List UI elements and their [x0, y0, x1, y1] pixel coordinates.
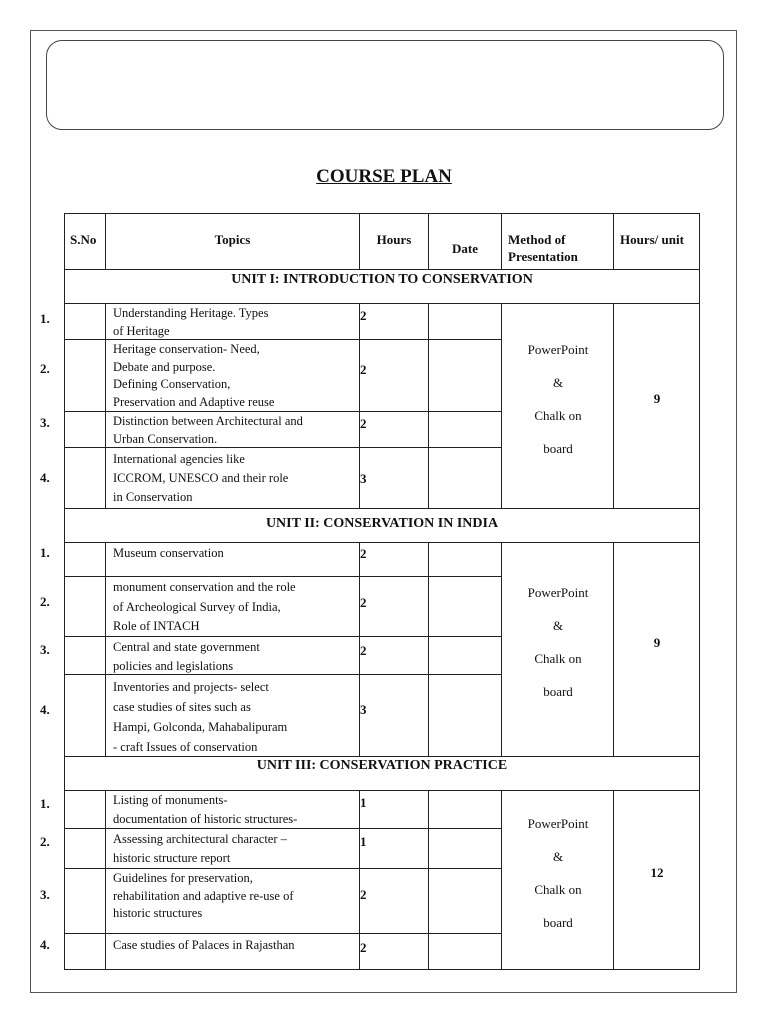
row-topic: Inventories and projects- select case studies of sites such as Hampi, Golconda, Mahabalipuram - craft Issues of conservation [113, 680, 288, 754]
row-hours: 1 [360, 834, 367, 849]
row-sno: 4. [40, 470, 50, 485]
row-sno: 3. [40, 642, 50, 657]
row-hours: 2 [360, 308, 367, 323]
header-box [46, 40, 724, 130]
row-topic: Central and state government policies and legislations [113, 640, 260, 673]
row-hours: 2 [360, 362, 367, 377]
row-topic: Assessing architectural character – historic structure report [113, 832, 287, 865]
row-hours: 2 [360, 416, 367, 431]
unit-heading: UNIT I: INTRODUCTION TO CONSERVATION [231, 272, 533, 287]
row-hours: 2 [360, 887, 367, 902]
method-line: PowerPoint [527, 816, 589, 831]
method-line: Chalk on [534, 651, 582, 666]
row-topic: Case studies of Palaces in Rajasthan [113, 938, 295, 952]
method-line: PowerPoint [527, 342, 589, 357]
method-line: board [543, 684, 573, 699]
header-sno: S.No [70, 232, 97, 247]
method-line: & [552, 375, 564, 390]
header-hours-unit: Hours/ unit [620, 232, 684, 247]
row-sno: 2. [40, 361, 50, 376]
method-presentation [502, 807, 614, 939]
hours-per-unit: 9 [653, 391, 661, 406]
unit-heading: UNIT III: CONSERVATION PRACTICE [256, 758, 508, 773]
row-hours: 3 [360, 471, 367, 486]
method-line: & [552, 849, 564, 864]
header-method: Method of Presentation [508, 232, 578, 264]
row-topic: Listing of monuments- documentation of historic structures- [113, 793, 298, 826]
row-topic: Heritage conservation- Need, Debate and purpose. Defining Conservation, Preservation and Adaptive reuse [113, 342, 275, 409]
row-hours: 2 [360, 595, 367, 610]
row-topic: Distinction between Architectural and Urban Conservation. [113, 414, 303, 446]
method-line: board [543, 441, 573, 456]
row-sno: 4. [40, 702, 50, 717]
row-hours: 1 [360, 795, 367, 810]
header-topics: Topics [214, 232, 251, 247]
row-hours: 2 [360, 940, 367, 955]
row-topic: Museum conservation [113, 546, 224, 560]
row-sno: 3. [40, 415, 50, 430]
row-hours: 3 [360, 702, 367, 717]
row-sno: 1. [40, 545, 50, 560]
hours-per-unit: 12 [650, 865, 664, 880]
method-line: board [543, 915, 573, 930]
method-line: Chalk on [534, 882, 582, 897]
row-sno: 2. [40, 834, 50, 849]
row-sno: 4. [40, 937, 50, 952]
row-hours: 2 [360, 546, 367, 561]
method-line: PowerPoint [527, 585, 589, 600]
header-hours: Hours [376, 232, 412, 247]
row-hours: 2 [360, 643, 367, 658]
row-sno: 1. [40, 311, 50, 326]
method-presentation [502, 333, 614, 465]
method-line: Chalk on [534, 408, 582, 423]
unit-heading: UNIT II: CONSERVATION IN INDIA [265, 516, 499, 531]
row-sno: 1. [40, 796, 50, 811]
hours-per-unit: 9 [653, 635, 661, 650]
header-date: Date [452, 241, 478, 256]
row-topic: International agencies like ICCROM, UNESCO and their role in Conservation [113, 452, 289, 504]
row-topic: Guidelines for preservation, rehabilitation and adaptive re-use of historic structures [113, 871, 294, 920]
page-title: COURSE PLAN [316, 166, 452, 187]
method-presentation [502, 576, 614, 708]
method-line: & [552, 618, 564, 633]
row-sno: 3. [40, 887, 50, 902]
row-topic: monument conservation and the role of Archeological Survey of India, Role of INTACH [113, 580, 296, 633]
row-topic: Understanding Heritage. Types of Heritage [113, 306, 269, 338]
row-sno: 2. [40, 594, 50, 609]
